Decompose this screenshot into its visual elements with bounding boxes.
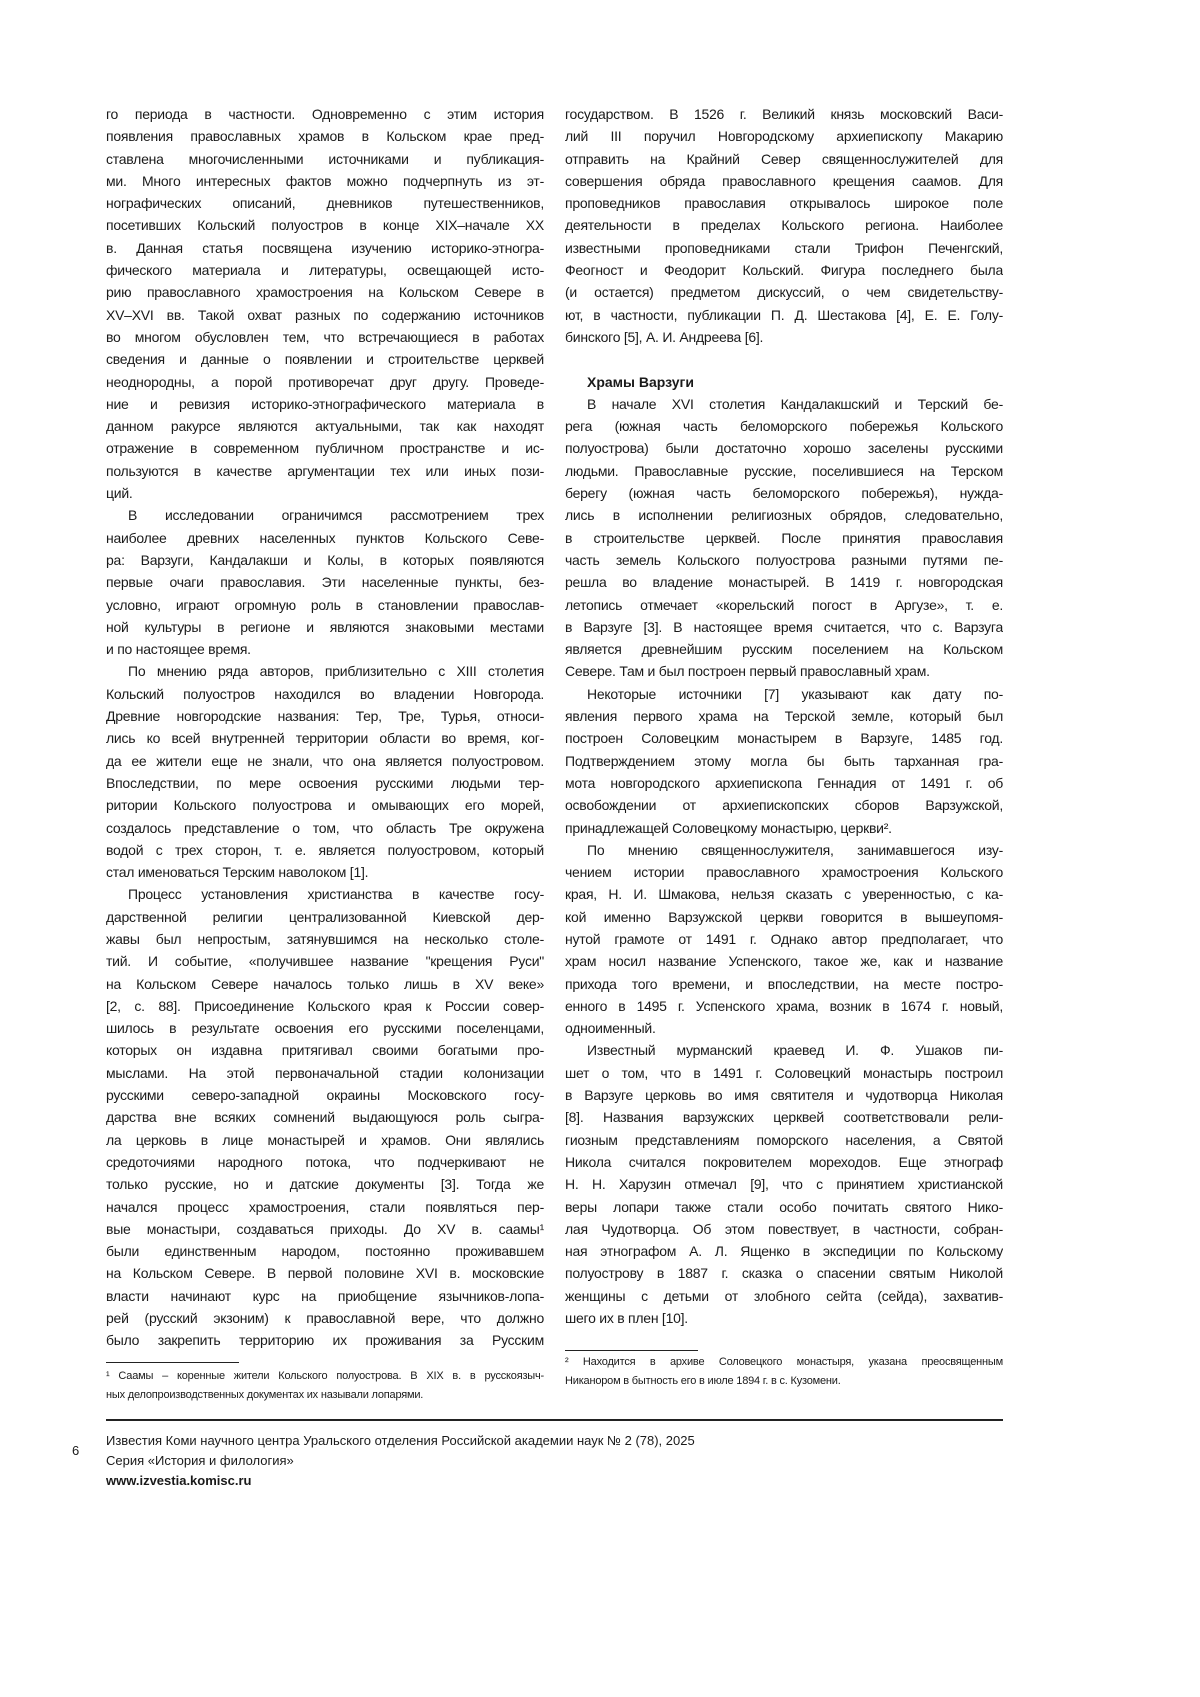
- text-line: го периода в частности. Одновременно с этим история: [106, 103, 544, 125]
- text-line: наиболее древних населенных пунктов Кольского Севе-: [106, 527, 544, 549]
- text-line: Известный мурманский краевед И. Ф. Ушаков пи-: [565, 1039, 1003, 1061]
- text-line: создалось представление о том, что область Тре окружена: [106, 817, 544, 839]
- text-line: ной культуры в регионе и являются знаковыми местами: [106, 616, 544, 638]
- text-line: людьми. Православные русские, поселившиеся на Терском: [565, 460, 1003, 482]
- text-line: явления первого храма на Терской земле, который был: [565, 705, 1003, 727]
- spacer: [565, 348, 1003, 370]
- text-line: ми. Много интересных фактов можно подчерпнуть из эт-: [106, 170, 544, 192]
- text-line: гиозным представлениям поморского населения, а Святой: [565, 1129, 1003, 1151]
- text-line: средоточиями народного потока, что подчеркивают не: [106, 1151, 544, 1173]
- paragraph: [565, 393, 1003, 683]
- text-line: шилось в результате освоения его русскими поселенцами,: [106, 1017, 544, 1039]
- text-line: деятельности в пределах Кольского региона. Наиболее: [565, 214, 1003, 236]
- text-line: лая Чудотворца. Об этом повествует, в частности, собран-: [565, 1218, 1003, 1240]
- footnote-2: [565, 1353, 1003, 1391]
- text-line: мота новгородского архиепископа Геннадия от 1491 г. об: [565, 772, 1003, 794]
- text-line: условно, играют огромную роль в становлении православ-: [106, 594, 544, 616]
- text-line: пользуются в качестве аргументации тех или иных пози-: [106, 460, 544, 482]
- text-line: на Кольском Севере. В первой половине XVI в. московские: [106, 1262, 544, 1284]
- text-line: посетивших Кольский полуостров в конце XIX–начале XX: [106, 214, 544, 236]
- text-line: построен Соловецким монастырем в Варзуге, 1485 год.: [565, 727, 1003, 749]
- text-line: мыслами. На этой первоначальной стадии колонизации: [106, 1062, 544, 1084]
- text-line: русскими северо-западной окраины Московского госу-: [106, 1084, 544, 1106]
- paragraph: [106, 504, 544, 660]
- text-line: чением истории православного храмостроения Кольского: [565, 861, 1003, 883]
- text-line: первые очаги православия. Эти населенные пункты, без-: [106, 571, 544, 593]
- text-line: шего их в плен [10].: [565, 1307, 1003, 1329]
- text-line: ставлена многочисленными источниками и публикация-: [106, 148, 544, 170]
- text-line: водой с трех сторон, т. е. является полуостровом, который: [106, 839, 544, 861]
- text-line: берегу (южная часть беломорского побережья), нужда-: [565, 482, 1003, 504]
- text-line: в строительстве церквей. После принятия православия: [565, 527, 1003, 549]
- text-line: нутой грамоте от 1491 г. Однако автор предполагает, что: [565, 928, 1003, 950]
- journal-series: Серия «История и филология»: [106, 1451, 695, 1471]
- text-line: лий III поручил Новгородскому архиепископу Макарию: [565, 125, 1003, 147]
- paragraph: [565, 1039, 1003, 1329]
- text-line: было закрепить территорию их проживания за Русским: [106, 1329, 544, 1351]
- text-line: летопись отмечает «корельский погост в Аргузе», т. е.: [565, 594, 1003, 616]
- footnote-line: ных делопроизводственных документах их называли лопарями.: [106, 1386, 544, 1405]
- text-line: ций.: [106, 482, 544, 504]
- text-line: По мнению священнослужителя, занимавшегося изу-: [565, 839, 1003, 861]
- text-line: фического материала и литературы, освещающей исто-: [106, 259, 544, 281]
- text-line: ная этнографом А. Л. Ященко в экспедиции по Кольскому: [565, 1240, 1003, 1262]
- footnote-line: Никанором в бытность его в июле 1894 г. в с. Кузомени.: [565, 1372, 1003, 1391]
- paragraph: [565, 683, 1003, 839]
- text-line: стал именоваться Терским наволоком [1].: [106, 861, 544, 883]
- text-line: ла церковь в лице монастырей и храмов. Они являлись: [106, 1129, 544, 1151]
- paragraph: [565, 103, 1003, 348]
- text-line: рега (южная часть беломорского побережья Кольского: [565, 415, 1003, 437]
- text-line: в Варзуге церковь во имя святителя и чудотворца Николая: [565, 1084, 1003, 1106]
- text-line: полуострова) были достаточно хорошо заселены русскими: [565, 437, 1003, 459]
- text-line: проповедников православия открывалось широкое поле: [565, 192, 1003, 214]
- text-line: появления православных храмов в Кольском крае пред-: [106, 125, 544, 147]
- text-line: Процесс установления христианства в качестве госу-: [106, 883, 544, 905]
- text-line: XV–XVI вв. Такой охват разных по содержанию источников: [106, 304, 544, 326]
- text-line: лись ко всей внутренней территории области во время, ког-: [106, 727, 544, 749]
- text-line: бинского [5], А. И. Андреева [6].: [565, 326, 1003, 348]
- text-line: которых он издавна притягивал своими богатыми про-: [106, 1039, 544, 1061]
- paragraph: [565, 839, 1003, 1040]
- text-line: неоднородны, а порой противоречат друг другу. Проведе-: [106, 371, 544, 393]
- text-line: вые монастыри, создаваться приходы. До XV в. саамы¹: [106, 1218, 544, 1240]
- text-line: тий. И событие, «получившее название "крещения Руси": [106, 950, 544, 972]
- text-line: Феогност и Феодорит Кольский. Фигура последнего была: [565, 259, 1003, 281]
- journal-title: Известия Коми научного центра Уральского отделения Российской академии наук № 2 (78), 2025: [106, 1431, 695, 1451]
- text-line: лись в исполнении религиозных обрядов, следовательно,: [565, 504, 1003, 526]
- text-line: Впоследствии, по мере освоения русскими людьми тер-: [106, 772, 544, 794]
- text-line: рей (русский экзоним) к православной вере, что должно: [106, 1307, 544, 1329]
- text-line: кой именно Варзужской церкви говорится в вышеупомя-: [565, 906, 1003, 928]
- text-line: во многом обусловлен тем, что встречающиеся в работах: [106, 326, 544, 348]
- text-line: сведения и данные о появлении и строительстве церквей: [106, 348, 544, 370]
- left-column: [106, 103, 544, 1352]
- text-line: одноименный.: [565, 1017, 1003, 1039]
- footer: [106, 1431, 695, 1491]
- text-line: ритории Кольского полуострова и омывающих его морей,: [106, 794, 544, 816]
- text-line: Некоторые источники [7] указывают как дату по-: [565, 683, 1003, 705]
- text-line: известными проповедниками стали Трифон Печенгский,: [565, 237, 1003, 259]
- page-number: 6: [72, 1443, 79, 1458]
- text-line: является древнейшим русским поселением на Кольском: [565, 638, 1003, 660]
- text-line: данном ракурсе являются актуальными, так как находят: [106, 415, 544, 437]
- journal-url[interactable]: www.izvestia.komisc.ru: [106, 1471, 695, 1491]
- text-line: прихода того времени, и впоследствии, на месте постро-: [565, 973, 1003, 995]
- footnote-line: ² Находится в архиве Соловецкого монастыря, указана преосвященным: [565, 1353, 1003, 1372]
- text-line: По мнению ряда авторов, приблизительно с XIII столетия: [106, 660, 544, 682]
- text-line: [2, с. 88]. Присоединение Кольского края к России совер-: [106, 995, 544, 1017]
- text-line: решла во владение монастырей. В 1419 г. новгородская: [565, 571, 1003, 593]
- footnote-rule-right: [565, 1350, 698, 1351]
- text-line: рию православного храмостроения на Кольском Севере в: [106, 281, 544, 303]
- text-line: только русские, но и датские документы [3]. Тогда же: [106, 1173, 544, 1195]
- text-line: полуострову в 1887 г. сказка о спасении святым Николой: [565, 1262, 1003, 1284]
- text-line: принадлежащей Соловецкому монастырю, церкви².: [565, 817, 1003, 839]
- text-line: дарства вне всяких сомнений выдающуюся роль сыгра-: [106, 1106, 544, 1128]
- text-line: храм носил название Успенского, такое же, как и название: [565, 950, 1003, 972]
- footnote-1: [106, 1367, 544, 1405]
- text-line: на Кольском Севере началось только лишь в XV веке»: [106, 973, 544, 995]
- text-line: власти начинают курс на приобщение язычников-лопа-: [106, 1285, 544, 1307]
- paragraph: [106, 660, 544, 883]
- text-line: ра: Варзуги, Кандалакши и Колы, в которых появляются: [106, 549, 544, 571]
- text-line: Кольский полуостров находился во владении Новгорода.: [106, 683, 544, 705]
- text-line: нографических описаний, дневников путешественников,: [106, 192, 544, 214]
- text-line: жавы был непростым, затянувшимся на несколько столе-: [106, 928, 544, 950]
- text-line: Никола считался покровителем мореходов. Еще этнограф: [565, 1151, 1003, 1173]
- paragraph: [106, 883, 544, 1351]
- text-line: и по настоящее время.: [106, 638, 544, 660]
- text-line: да ее жители еще не знали, что она является полуостровом.: [106, 750, 544, 772]
- text-line: Севере. Там и был построен первый православный храм.: [565, 660, 1003, 682]
- text-line: Древние новгородские названия: Тер, Тре, Турья, относи-: [106, 705, 544, 727]
- text-line: В начале XVI столетия Кандалакшский и Терский бе-: [565, 393, 1003, 415]
- text-line: в. Данная статья посвящена изучению историко-этногра-: [106, 237, 544, 259]
- text-line: шет о том, что в 1491 г. Соловецкий монастырь построил: [565, 1062, 1003, 1084]
- footnote-line: ¹ Саамы – коренные жители Кольского полуострова. В XIX в. в русскоязыч-: [106, 1367, 544, 1386]
- text-line: были единственным народом, постоянно проживавшем: [106, 1240, 544, 1262]
- text-line: енного в 1495 г. Успенского храма, возник в 1674 г. новый,: [565, 995, 1003, 1017]
- text-line: освобождении от архиепископских сборов Варзужской,: [565, 794, 1003, 816]
- text-line: ют, в частности, публикации П. Д. Шестакова [4], Е. Е. Голу-: [565, 304, 1003, 326]
- footnote-rule-left: [106, 1362, 239, 1363]
- right-column: [565, 103, 1003, 1329]
- text-line: совершения обряда православного крещения саамов. Для: [565, 170, 1003, 192]
- text-line: веры лопари также стали особо почитать святого Нико-: [565, 1196, 1003, 1218]
- footer-divider: [106, 1419, 1003, 1421]
- text-line: женщины с детьми от злобного сейта (сейда), захватив-: [565, 1285, 1003, 1307]
- text-line: [8]. Названия варзужских церквей соответствовали рели-: [565, 1106, 1003, 1128]
- text-line: часть земель Кольского полуострова разными путями пе-: [565, 549, 1003, 571]
- section-heading: Храмы Варзуги: [565, 371, 1003, 393]
- text-line: Н. Н. Харузин отмечал [9], что с принятием христианской: [565, 1173, 1003, 1195]
- text-line: начался процесс храмостроения, стали появляться пер-: [106, 1196, 544, 1218]
- text-line: государством. В 1526 г. Великий князь московский Васи-: [565, 103, 1003, 125]
- paragraph: [106, 103, 544, 504]
- text-line: ние и ревизия историко-этнографического материала в: [106, 393, 544, 415]
- text-line: (и остается) предметом дискуссий, о чем свидетельству-: [565, 281, 1003, 303]
- text-line: отражение в современном публичном пространстве и ис-: [106, 437, 544, 459]
- text-line: отправить на Крайний Север священнослужителей для: [565, 148, 1003, 170]
- text-line: Подтверждением этому могла бы быть тарханная гра-: [565, 750, 1003, 772]
- text-line: В исследовании ограничимся рассмотрением трех: [106, 504, 544, 526]
- text-line: дарственной религии централизованной Киевской дер-: [106, 906, 544, 928]
- text-line: края, Н. И. Шмакова, нельзя сказать с уверенностью, с ка-: [565, 883, 1003, 905]
- text-line: в Варзуге [3]. В настоящее время считается, что с. Варзуга: [565, 616, 1003, 638]
